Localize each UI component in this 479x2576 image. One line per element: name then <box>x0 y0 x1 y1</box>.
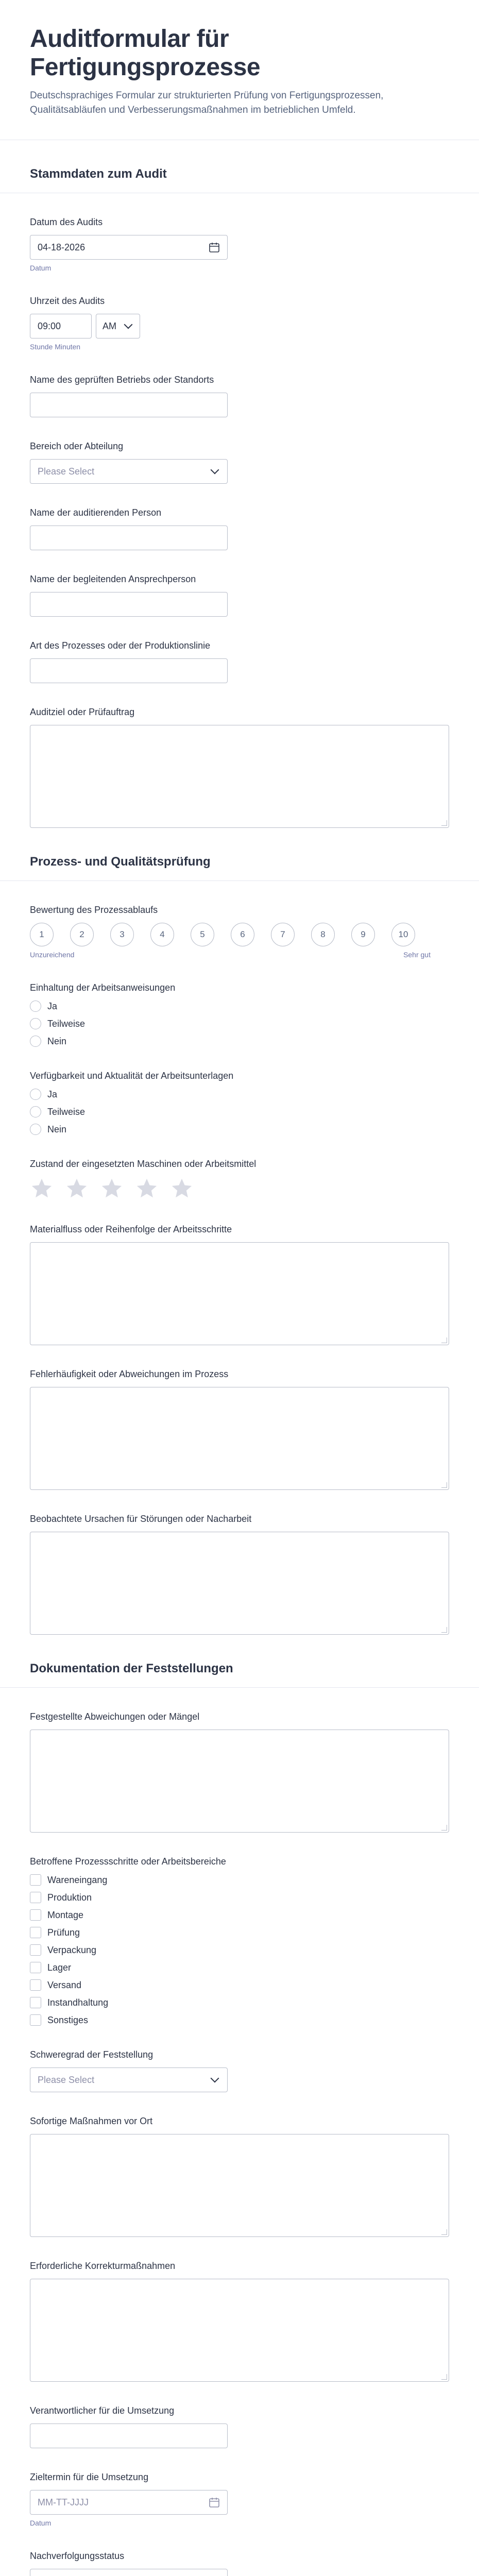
checkbox-option[interactable] <box>30 1979 449 1991</box>
checkbox[interactable] <box>30 1874 41 1886</box>
field-label: Festgestellte Abweichungen oder Mängel <box>30 1711 200 1722</box>
ampm-value: AM <box>102 320 116 331</box>
responsible-input[interactable] <box>30 2424 228 2448</box>
radio-option[interactable] <box>30 1001 449 1012</box>
option-label: Teilweise <box>47 1018 85 1029</box>
section-title: Prozess- und Qualitätsprüfung <box>0 855 479 881</box>
scale-option[interactable]: 8 <box>311 923 335 946</box>
field-label: Verantwortlicher für die Umsetzung <box>30 2405 175 2416</box>
followup-status-select[interactable] <box>30 2569 228 2576</box>
scale-option[interactable]: 1 <box>30 923 54 946</box>
field-label: Materialfluss oder Reihenfolge der Arbeitsschritte <box>30 1224 232 1235</box>
option-label: Prüfung <box>47 1927 80 1938</box>
field-audit-date <box>30 217 449 272</box>
form-header <box>0 0 479 140</box>
scale-option[interactable]: 7 <box>271 923 295 946</box>
audit-date-input[interactable] <box>30 235 228 260</box>
field-label: Fehlerhäufigkeit oder Abweichungen im Prozess <box>30 1369 229 1380</box>
field-audit-goal <box>30 707 449 828</box>
department-select[interactable] <box>30 459 228 484</box>
checkbox-option[interactable] <box>30 1944 449 1956</box>
field-causes <box>30 1514 449 1635</box>
star-rating <box>30 1177 449 1200</box>
radio-option[interactable] <box>30 1036 449 1047</box>
chevron-down-icon <box>211 2074 219 2083</box>
scale-option[interactable]: 3 <box>110 923 134 946</box>
auditor-input[interactable] <box>30 526 228 550</box>
radio-button[interactable] <box>30 1124 41 1135</box>
radio-button[interactable] <box>30 1018 41 1029</box>
field-immediate <box>30 2116 449 2237</box>
scale-option[interactable]: 10 <box>391 923 415 946</box>
option-label: Verpackung <box>47 1944 97 1955</box>
field-label: Erforderliche Korrekturmaßnahmen <box>30 2261 176 2272</box>
chevron-down-icon <box>211 466 219 474</box>
checkbox-option[interactable] <box>30 1892 449 1903</box>
scale-option[interactable]: 9 <box>351 923 375 946</box>
field-label: Name des geprüften Betriebs oder Standorts <box>30 375 214 385</box>
process-type-input[interactable] <box>30 658 228 683</box>
radio-button[interactable] <box>30 1089 41 1100</box>
form-description: Deutschsprachiges Formular zur strukturierten Prüfung von Fertigungsprozessen, Qualitätsabläufen und Verbesserungsmaßnahmen im betrieblichen Umfeld. <box>30 90 384 115</box>
option-label: Nein <box>47 1036 67 1046</box>
field-label: Zustand der eingesetzten Maschinen oder Arbeitsmittel <box>30 1159 256 1170</box>
checkbox[interactable] <box>30 2014 41 2026</box>
section-title: Dokumentation der Feststellungen <box>0 1662 479 1688</box>
scale-high-label: Sehr gut <box>403 951 431 959</box>
material-flow-textarea[interactable] <box>30 1242 449 1345</box>
field-label: Einhaltung der Arbeitsanweisungen <box>30 982 176 993</box>
calendar-icon[interactable] <box>209 2497 220 2508</box>
field-documents <box>30 1071 449 1135</box>
deadline-date-input[interactable] <box>30 2490 228 2515</box>
field-auditor <box>30 507 449 550</box>
field-label: Uhrzeit des Audits <box>30 296 105 307</box>
star-icon[interactable] <box>65 1177 89 1200</box>
checkbox[interactable] <box>30 1927 41 1938</box>
field-label: Sofortige Maßnahmen vor Ort <box>30 2116 153 2127</box>
field-label: Bewertung des Prozessablaufs <box>30 905 158 916</box>
field-sublabel: Datum <box>30 2519 52 2528</box>
checkbox[interactable] <box>30 1962 41 1973</box>
field-process-type <box>30 640 449 683</box>
radio-button[interactable] <box>30 1001 41 1012</box>
checkbox-option[interactable] <box>30 1874 449 1886</box>
field-responsible <box>30 2405 449 2448</box>
star-icon[interactable] <box>135 1177 159 1200</box>
date-value: 04-18-2026 <box>38 242 85 252</box>
scale-option[interactable]: 5 <box>191 923 214 946</box>
checkbox-option[interactable] <box>30 1927 449 1938</box>
calendar-icon[interactable] <box>209 242 220 253</box>
option-label: Teilweise <box>47 1106 85 1117</box>
corrective-textarea[interactable] <box>30 2279 449 2382</box>
option-label: Nein <box>47 1124 67 1134</box>
field-followup-status <box>30 2551 449 2576</box>
field-contact <box>30 574 449 617</box>
checkbox[interactable] <box>30 1892 41 1903</box>
audit-goal-textarea[interactable] <box>30 725 449 828</box>
immediate-textarea[interactable] <box>30 2134 449 2237</box>
radio-option[interactable] <box>30 1106 449 1117</box>
scale-option[interactable]: 4 <box>150 923 174 946</box>
section-prozess <box>30 855 449 1635</box>
time-row <box>30 314 449 338</box>
option-label: Versand <box>47 1979 82 1990</box>
checkbox[interactable] <box>30 1909 41 1921</box>
chevron-down-icon <box>124 320 133 329</box>
option-label: Sonstiges <box>47 2014 89 2025</box>
form-title: Auditformular für Fertigungsprozesse <box>30 25 261 81</box>
field-label: Verfügbarkeit und Aktualität der Arbeitsunterlagen <box>30 1071 234 1081</box>
field-company <box>30 375 449 417</box>
company-input[interactable] <box>30 393 228 417</box>
field-process-rating <box>30 905 449 959</box>
radio-option[interactable] <box>30 1089 449 1100</box>
field-deadline <box>30 2472 449 2527</box>
option-label: Produktion <box>47 1892 92 1903</box>
checkbox-option[interactable] <box>30 1997 449 2008</box>
scale-low-label: Unzureichend <box>30 951 75 959</box>
star-icon[interactable] <box>170 1177 194 1200</box>
section-title: Stammdaten zum Audit <box>0 167 479 193</box>
field-label: Schweregrad der Feststellung <box>30 2049 153 2060</box>
field-label: Beobachtete Ursachen für Störungen oder Nacharbeit <box>30 1514 252 1524</box>
checkbox[interactable] <box>30 1944 41 1956</box>
causes-textarea[interactable] <box>30 1532 449 1635</box>
checkbox-option[interactable] <box>30 1909 449 1921</box>
section-stammdaten <box>30 167 449 828</box>
select-placeholder: Please Select <box>38 2074 95 2085</box>
field-department <box>30 441 449 484</box>
field-material-flow <box>30 1224 449 1345</box>
field-label: Betroffene Prozessschritte oder Arbeitsbereiche <box>30 1856 226 1867</box>
field-deviations <box>30 1711 449 1833</box>
field-audit-time <box>30 296 449 351</box>
radio-option[interactable] <box>30 1124 449 1135</box>
checkbox[interactable] <box>30 1997 41 2008</box>
contact-input[interactable] <box>30 592 228 617</box>
checkbox-option[interactable] <box>30 2014 449 2026</box>
radio-option[interactable] <box>30 1018 449 1029</box>
field-corrective <box>30 2261 449 2382</box>
scale-option[interactable]: 2 <box>70 923 94 946</box>
field-label: Name der auditierenden Person <box>30 507 162 518</box>
field-steps <box>30 1856 449 2026</box>
field-sublabel: Datum <box>30 264 52 273</box>
select-placeholder: Please Select <box>38 466 95 477</box>
radio-button[interactable] <box>30 1036 41 1047</box>
star-icon[interactable] <box>30 1177 54 1200</box>
option-label: Lager <box>47 1962 72 1973</box>
option-label: Ja <box>47 1089 58 1099</box>
option-label: Ja <box>47 1001 58 1011</box>
field-error-freq <box>30 1369 449 1490</box>
field-label: Name der begleitenden Ansprechperson <box>30 574 196 585</box>
date-placeholder: MM-TT-JJJJ <box>38 2497 89 2507</box>
field-label: Art des Prozesses oder der Produktionslinie <box>30 640 211 651</box>
section-dokumentation <box>30 1662 449 2576</box>
field-label: Datum des Audits <box>30 217 103 228</box>
field-label: Auditziel oder Prüfauftrag <box>30 707 135 718</box>
checkbox[interactable] <box>30 1979 41 1991</box>
severity-select[interactable] <box>30 2067 228 2092</box>
field-machine-state <box>30 1159 449 1200</box>
scale-option[interactable]: 6 <box>231 923 254 946</box>
radio-button[interactable] <box>30 1106 41 1117</box>
option-label: Instandhaltung <box>47 1997 109 2008</box>
field-severity <box>30 2049 449 2092</box>
field-sublabel: Stunde Minuten <box>30 343 81 351</box>
option-label: Wareneingang <box>47 1874 108 1885</box>
field-label: Zieltermin für die Umsetzung <box>30 2472 149 2483</box>
checkbox-option[interactable] <box>30 1962 449 1973</box>
scale-labels <box>30 951 431 959</box>
ampm-select[interactable] <box>96 314 140 338</box>
error-freq-textarea[interactable] <box>30 1387 449 1490</box>
field-label: Bereich oder Abteilung <box>30 441 124 452</box>
field-label: Nachverfolgungsstatus <box>30 2551 125 2562</box>
star-icon[interactable] <box>100 1177 124 1200</box>
option-label: Montage <box>47 1909 84 1920</box>
field-compliance <box>30 982 449 1047</box>
deviations-textarea[interactable] <box>30 1730 449 1833</box>
time-input[interactable]: 09:00 <box>30 314 92 338</box>
rating-scale <box>30 923 449 946</box>
